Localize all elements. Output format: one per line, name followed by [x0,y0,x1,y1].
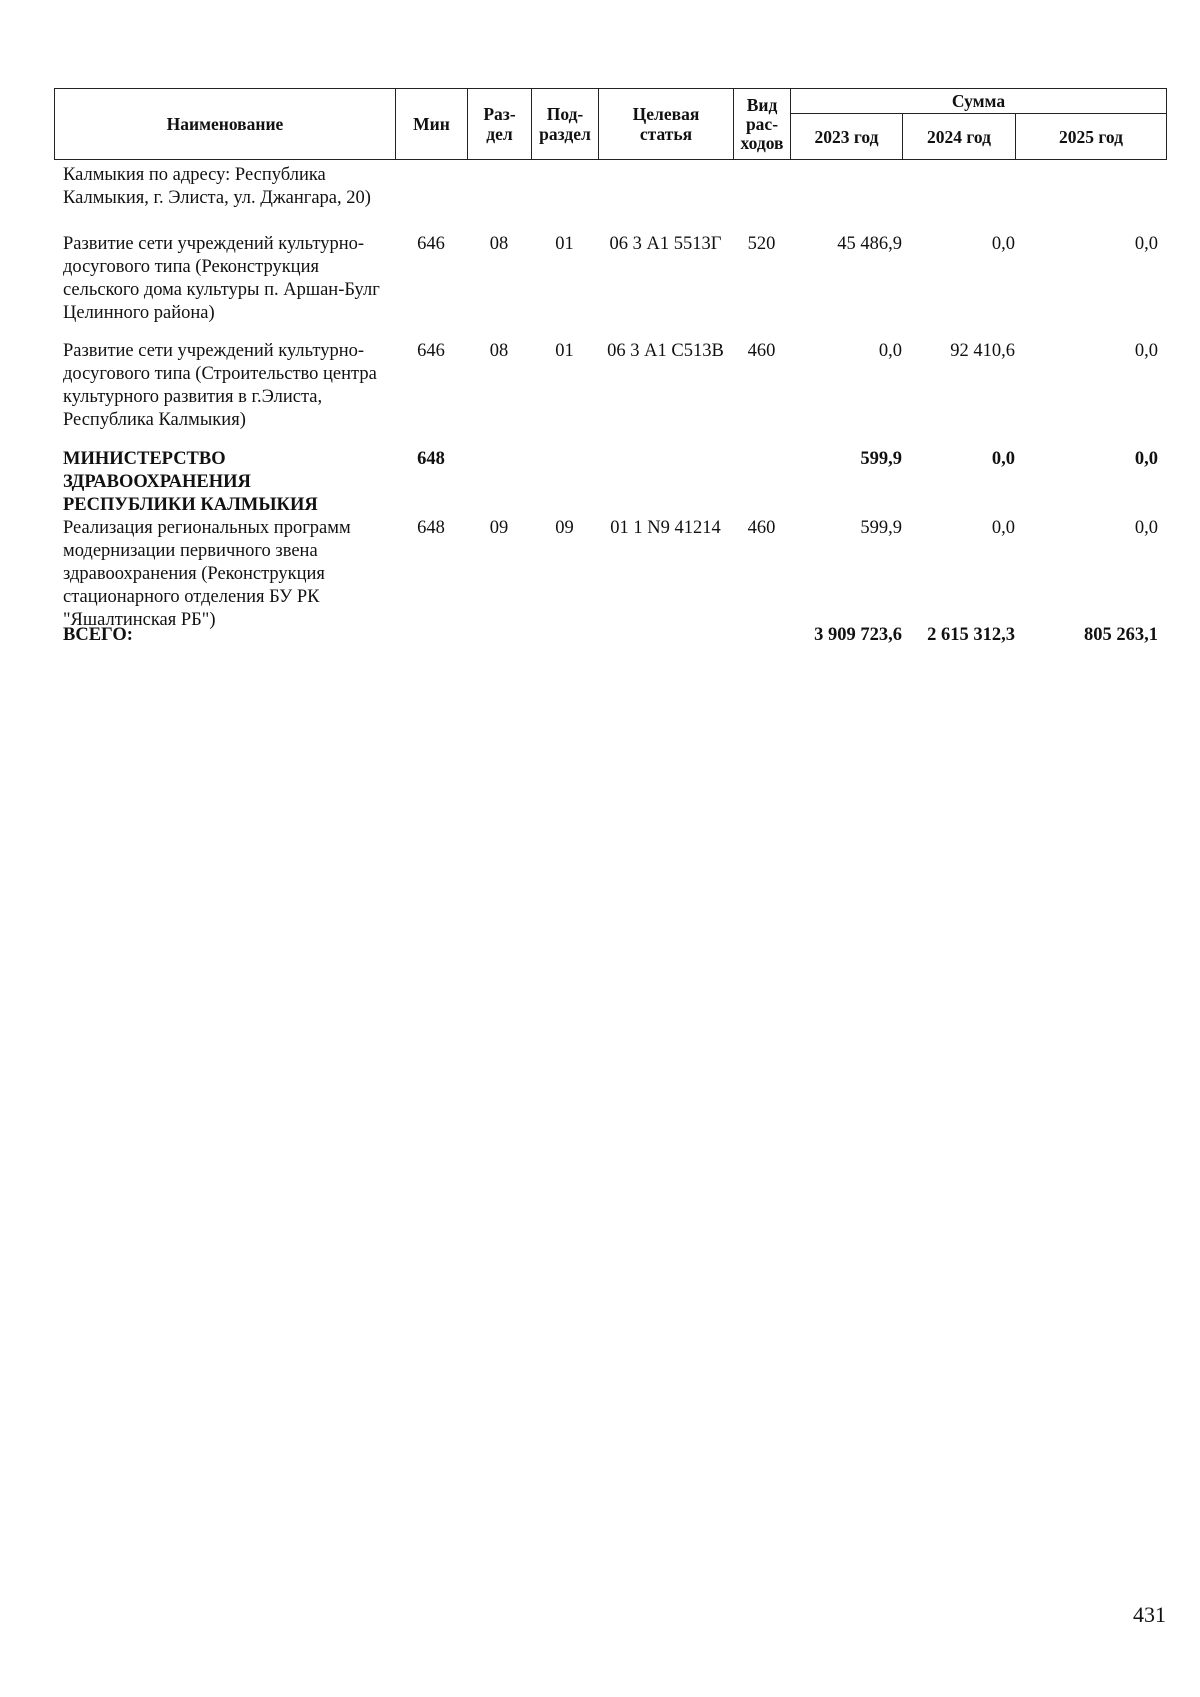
cell-total-2023: 3 909 723,6 [814,625,902,645]
page-number: 431 [1133,1602,1166,1627]
cell-name: МИНИСТЕРСТВО ЗДРАВООХРАНЕНИЯ РЕСПУБЛИКИ КАЛМЫКИЯ [63,449,318,515]
header-year-2025: 2025 год [1016,114,1167,160]
cell-celevaya-statya: 01 1 N9 41214 [610,518,721,538]
cell-razdel: 09 [489,518,509,538]
table-body [54,164,1166,650]
cell-vid-rashodov: 460 [747,518,776,538]
cell-sum-2023: 45 486,9 [837,234,902,254]
cell-podrazdel: 09 [555,518,574,538]
cell-sum-2025: 0,0 [1134,518,1158,538]
header-podrazdel: Под- раздел [532,89,599,160]
table-row-ministry [54,448,1166,517]
cell-total-2024: 2 615 312,3 [927,625,1015,645]
cell-razdel: 08 [489,234,509,254]
cell-podrazdel: 01 [555,341,574,361]
header-summa: Сумма [791,89,1167,114]
cell-celevaya-statya: 06 3 А1 5513Г [609,234,722,254]
cell-sum-2023: 599,9 [860,518,902,538]
cell-sum-2025: 0,0 [1134,449,1158,469]
cell-sum-2024: 0,0 [991,234,1015,254]
cell-sum-2024: 92 410,6 [950,341,1015,361]
cell-name: Развитие сети учреждений культурно-досугового типа (Реконструкция сельского дома культуры п. Аршан-Булг Целинного района) [63,234,380,323]
table-row [54,340,1166,448]
cell-sum-2025: 0,0 [1134,234,1158,254]
header-name: Наименование [55,89,396,160]
header-razdel: Раз- дел [468,89,532,160]
table-row-total [54,624,1166,650]
header-min: Мин [396,89,468,160]
cell-total-2025: 805 263,1 [1084,625,1158,645]
header-year-2023: 2023 год [791,114,903,160]
table-header [54,88,1167,160]
cell-celevaya-statya: 06 3 А1 С513В [607,341,724,361]
cell-min: 648 [417,449,445,469]
header-celevaya-statya: Целевая статья [599,89,734,160]
cell-podrazdel: 01 [555,234,574,254]
cell-name: ВСЕГО: [63,625,133,645]
cell-sum-2024: 0,0 [991,449,1015,469]
table-row [54,233,1166,340]
cell-sum-2023: 599,9 [860,449,902,469]
cell-razdel: 08 [489,341,509,361]
cell-min: 646 [417,234,445,254]
cell-min: 648 [417,518,445,538]
cell-sum-2025: 0,0 [1134,341,1158,361]
header-vid-rashodov: Вид рас- ходов [734,89,791,160]
cell-sum-2024: 0,0 [991,518,1015,538]
cell-name: Развитие сети учреждений культурно-досугового типа (Строительство центра культурного развития в г.Элиста, Республика Калмыкия) [63,341,377,430]
table-row [54,517,1166,630]
header-year-2024: 2024 год [903,114,1016,160]
cell-name: Реализация региональных программ модернизации первичного звена здравоохранения (Реконструкция стационарного отделения БУ РК "Яшалтинская РБ") [63,518,351,630]
cell-name: Калмыкия по адресу: Республика Калмыкия, г. Элиста, ул. Джангара, 20) [63,165,371,208]
cell-vid-rashodov: 460 [747,341,776,361]
cell-vid-rashodov: 520 [747,234,776,254]
table-row [54,164,1166,233]
cell-sum-2023: 0,0 [878,341,902,361]
cell-min: 646 [417,341,445,361]
